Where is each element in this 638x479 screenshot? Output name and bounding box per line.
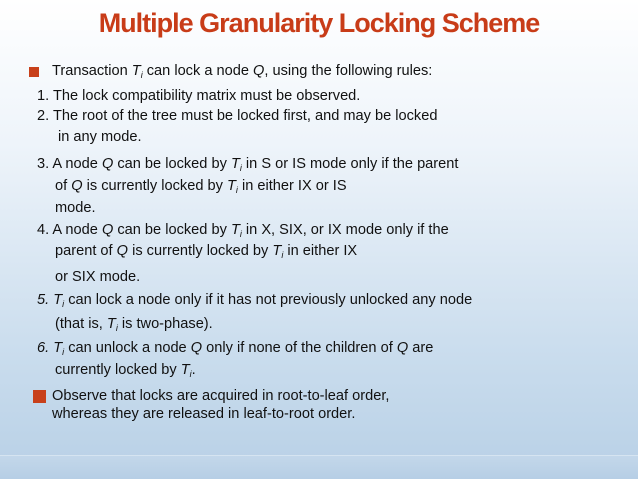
r4-q: Q: [101, 222, 114, 238]
r5-c: (that is,: [55, 316, 107, 332]
rule-5-line-2: [55, 316, 213, 333]
r6-e: currently locked by: [55, 362, 181, 378]
r6-t2: T: [180, 362, 190, 378]
r3-q2: Q: [71, 178, 83, 194]
rule-3-line-1: [37, 156, 458, 173]
r6-b: can unlock a node: [64, 340, 191, 356]
r4-f: in either IX: [283, 243, 358, 259]
r4-sub: i: [239, 229, 242, 239]
rule-2-line-1: 2. The root of the tree must be locked first, and may be locked: [37, 108, 438, 124]
r5-b: can lock a node only if it has not previously unlocked any node: [64, 292, 473, 308]
r4-c: in X, SIX, or IX mode only if the: [241, 222, 449, 238]
rule-2-line-2: in any mode.: [58, 129, 142, 145]
rule-6-line-1: [37, 340, 433, 357]
r6-num: 6.: [37, 340, 54, 356]
r5-d: is two-phase).: [117, 316, 213, 332]
r5-num: 5.: [37, 292, 54, 308]
r3-c: in S or IS mode only if the parent: [241, 156, 459, 172]
rule-3-line-3: mode.: [55, 200, 96, 216]
r6-q: Q: [190, 340, 203, 356]
square-bullet-icon: [33, 390, 46, 403]
r3-sub: i: [239, 163, 242, 173]
r6-c: only if none of the children of: [202, 340, 397, 356]
r3-f: in either IX or IS: [237, 178, 347, 194]
r4-d: parent of: [55, 243, 117, 259]
r3-t: T: [230, 156, 240, 172]
rule-3-line-2: [55, 178, 347, 195]
intro-sub-i: i: [140, 70, 143, 80]
r5-t: T: [53, 292, 63, 308]
r3-b: can be locked by: [113, 156, 231, 172]
r6-q2: Q: [396, 340, 409, 356]
r6-d: are: [408, 340, 434, 356]
r3-d: of: [55, 178, 72, 194]
slide-title: Multiple Granularity Locking Scheme: [98, 8, 540, 38]
observe-line-2: whereas they are released in leaf-to-root order.: [52, 406, 356, 422]
r3-e: is currently locked by: [82, 178, 227, 194]
r4-sub2: i: [281, 250, 284, 260]
footer-band: [0, 455, 638, 479]
intro-text-c: , using the following rules:: [264, 63, 433, 79]
r4-q2: Q: [116, 243, 129, 259]
r6-sub: i: [62, 347, 65, 357]
observe-line-1: Observe that locks are acquired in root-to-leaf order,: [52, 388, 390, 404]
r3-a: 3. A node: [37, 156, 102, 172]
rule-5-line-1: [37, 292, 472, 309]
r6-f: .: [191, 362, 196, 378]
r3-q: Q: [101, 156, 114, 172]
r5-sub: i: [62, 299, 65, 309]
rule-1: 1. The lock compatibility matrix must be observed.: [37, 88, 361, 104]
r6-t: T: [53, 340, 63, 356]
r4-t: T: [230, 222, 240, 238]
rule-4-line-1: [37, 222, 449, 239]
r3-t2: T: [226, 178, 236, 194]
intro-text-b: can lock a node: [142, 63, 254, 79]
rule-4-line-2: [55, 243, 357, 260]
r6-sub2: i: [189, 369, 192, 379]
r4-t2: T: [272, 243, 282, 259]
intro-q: Q: [253, 63, 265, 79]
intro-line: [52, 63, 432, 80]
rule-4-line-3: or SIX mode.: [55, 269, 141, 285]
intro-t: T: [131, 63, 141, 79]
rule-6-line-2: [55, 362, 196, 379]
r5-t2: T: [106, 316, 116, 332]
r4-b: can be locked by: [113, 222, 231, 238]
r5-sub2: i: [115, 323, 118, 333]
square-bullet-icon: [29, 67, 39, 77]
r4-a: 4. A node: [37, 222, 102, 238]
intro-text-a: Transaction: [52, 63, 132, 79]
r4-e: is currently locked by: [128, 243, 273, 259]
r3-sub2: i: [235, 185, 238, 195]
